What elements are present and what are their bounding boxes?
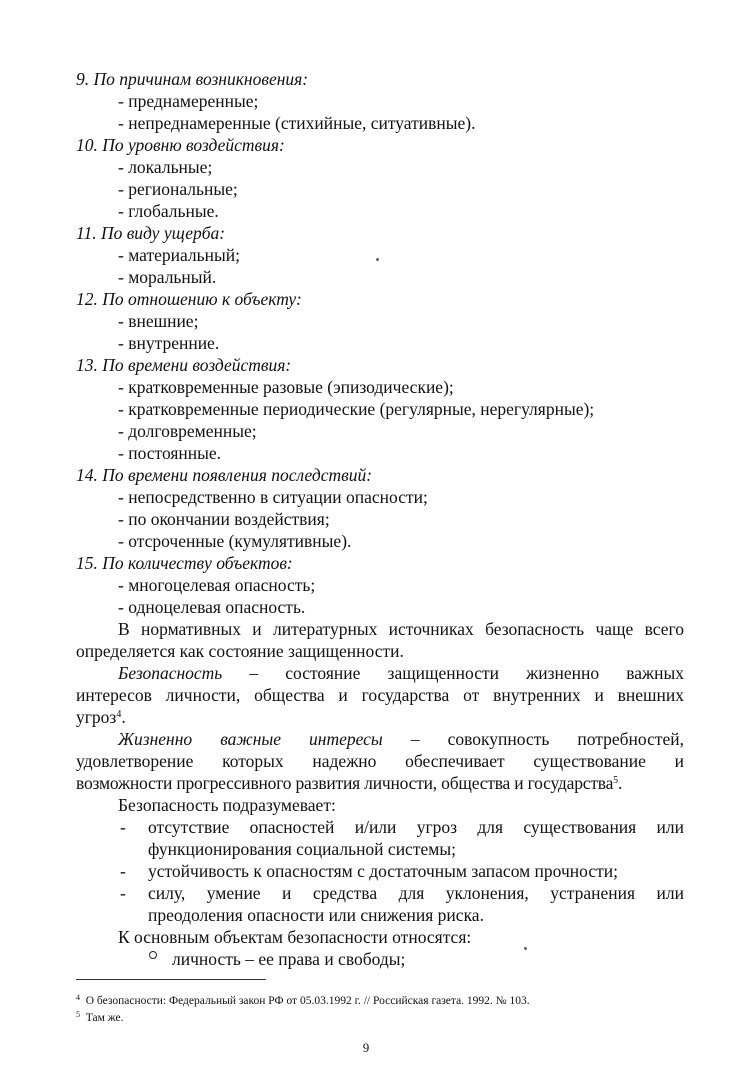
list-item: личность – ее права и свободы; (172, 949, 406, 969)
dash-marker: - (120, 883, 126, 903)
heading-13: 13. По времени воздействия: (76, 355, 292, 375)
list-item: - многоцелевая опасность; (118, 575, 316, 595)
paragraph-line: интересов личности, общества и государства от внутренних и внешних (76, 685, 684, 705)
footnote-5: $^5$ Там же. (76, 1010, 124, 1024)
dash-marker: - (120, 817, 126, 837)
paragraph-line: удовлетворение которых надежно обеспечивает существование и (76, 751, 684, 771)
list-item: - непреднамеренные (стихийные, ситуативные). (118, 113, 476, 133)
list-item: отсутствие опасностей и/или угроз для существования или (148, 817, 684, 837)
heading-10: 10. По уровню воздействия: (76, 135, 285, 155)
paragraph-line: определяется как состояние защищенности. (76, 641, 404, 661)
list-item: функционирования социальной системы; (148, 839, 456, 859)
paragraph-line: Безопасность подразумевает: (118, 795, 336, 815)
list-item: - глобальные. (118, 201, 219, 221)
definition-line: Безопасность – состояние защищенности жизненно важных (118, 663, 684, 683)
list-item: - одноцелевая опасность. (118, 597, 306, 617)
list-item: - по окончании воздействия; (118, 509, 330, 529)
footnote-ref: 5 (613, 775, 618, 786)
list-item: - внешние; (118, 311, 199, 331)
paragraph-line: угроз$^4$. (76, 707, 126, 727)
scan-speck (376, 258, 379, 261)
heading-15: 15. По количеству объектов: (76, 553, 293, 573)
scan-speck (524, 947, 527, 950)
footnote-ref: 4 (116, 709, 122, 720)
dash-marker: - (120, 861, 126, 881)
footnote-4: $^4$ О безопасности: Федеральный закон РФ от 05.03.1992 г. // Российская газета. 1992. № 103. (76, 993, 530, 1007)
list-item: - непосредственно в ситуации опасности; (118, 487, 428, 507)
heading-9: 9. По причинам возникновения: (76, 69, 309, 89)
paragraph-line: В нормативных и литературных источниках безопасность чаще всего (118, 619, 684, 639)
list-item: - региональные; (118, 179, 238, 199)
list-item: - отсроченные (кумулятивные). (118, 531, 352, 551)
list-item: устойчивость к опасностям с достаточным запасом прочности; (148, 861, 618, 881)
list-item: - преднамеренные; (118, 91, 259, 111)
footnote-separator (76, 979, 266, 980)
list-item: - кратковременные разовые (эпизодические); (118, 377, 454, 397)
list-item: силу, умение и средства для уклонения, устранения или (148, 883, 684, 903)
list-item: - материальный; (118, 245, 240, 265)
list-item: - внутренние. (118, 333, 220, 353)
heading-14: 14. По времени появления последствий: (76, 465, 373, 485)
bullet-icon (149, 951, 157, 959)
list-item: - локальные; (118, 157, 213, 177)
list-item: - постоянные. (118, 443, 222, 463)
paragraph-line: возможности прогрессивного развития личности, общества и государства$^5$. (76, 773, 623, 793)
page-number: 9 (362, 1040, 370, 1055)
list-item: - кратковременные периодические (регулярные, нерегулярные); (118, 399, 595, 419)
term-vital-interests: Жизненно важные интересы (118, 729, 383, 749)
term-security: Безопасность (118, 663, 223, 683)
list-item: преодоления опасности или снижения риска. (148, 905, 484, 925)
heading-11: 11. По виду ущерба: (76, 223, 226, 243)
paragraph-line: К основным объектам безопасности относятся: (118, 927, 472, 947)
list-item: - моральный. (118, 267, 217, 287)
definition-line: Жизненно важные интересы – совокупность потребностей, (118, 729, 684, 749)
list-item: - долговременные; (118, 421, 257, 441)
heading-12: 12. По отношению к объекту: (76, 289, 302, 309)
